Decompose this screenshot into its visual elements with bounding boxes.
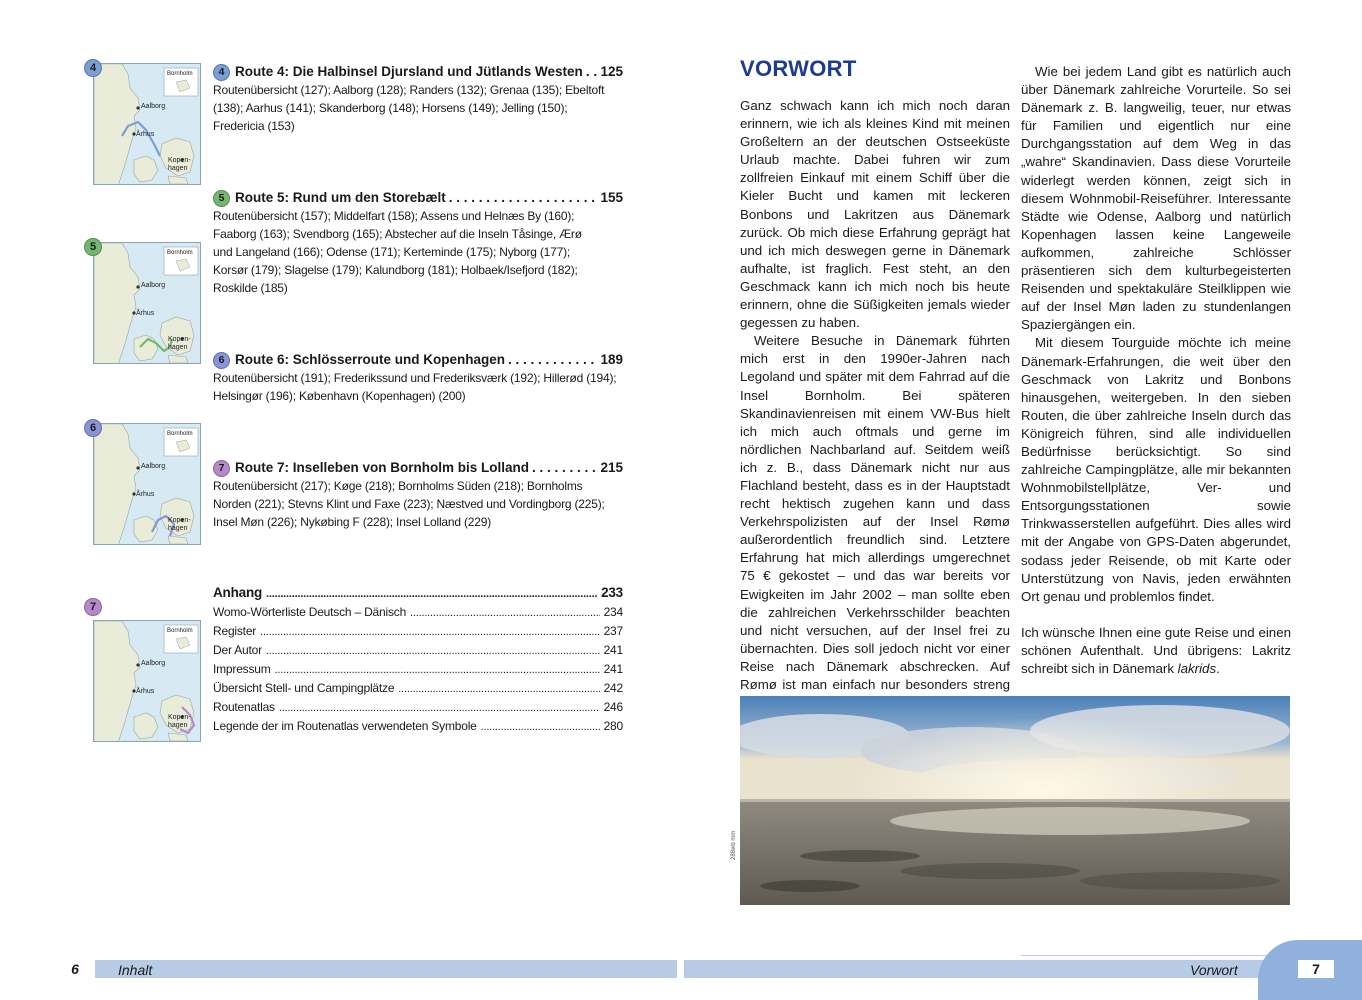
toc-subentry-line: Norden (221); Stevns Klint und Faxe (223); Næstved und Vordingborg (225);: [213, 497, 605, 511]
dot-leader: [532, 459, 597, 477]
dot-leader: [508, 351, 597, 369]
appendix-item-page: 242: [603, 681, 623, 695]
map-label-kopenhagen: Kopen-: [168, 714, 191, 721]
beach-photo: [740, 696, 1290, 905]
closing-paragraph: [1021, 624, 1291, 678]
toc-subentry-line: Faaborg (163); Svendborg (165); Abstecher auf die Inseln Tåsinge, Ærø: [213, 227, 582, 241]
toc-entry-route-4[interactable]: [213, 63, 623, 135]
dot-leader: [481, 718, 600, 736]
appendix-item[interactable]: [213, 660, 623, 679]
appendix-item-label: Impressum: [213, 662, 271, 676]
appendix-item-label: Übersicht Stell- und Campingplätze: [213, 681, 395, 695]
map-label-bornholm: Bornholm: [167, 250, 193, 256]
dot-leader: [260, 623, 599, 641]
toc-page: 189: [600, 352, 623, 367]
paragraph: Ganz schwach kann ich mich noch daran erinnern, wie ich als kleines Kind mit meinen Großeltern an der deutschen Ostseeküste Urlaub machte. Dabei fuhren wir zum zollfreien Einkauf mit einem Schiff über die Kieler Bucht und kamen mit leckeren Bonbons und Lakritzen aus Dänemark zurück. Ob mich diese Erfahrung geprägt hat und ich mich deswegen gerne in Dänemark aufhalte, ist fraglich. Fest steht, an den Geschmack kann ich mich noch bis heute erinnern, ohne die Süßigkeiten jemals wieder gegessen zu haben.: [740, 98, 1010, 331]
dot-leader: [266, 585, 597, 603]
closing-emphasis: lakrids: [1177, 661, 1217, 676]
map-label-kopenhagen: Kopen-: [168, 517, 191, 524]
toc-subentry-line: Routenübersicht (217); Køge (218); Bornholms Süden (218); Bornholms: [213, 479, 583, 493]
map-label-kopenhagen: hagen: [168, 344, 188, 351]
appendix-item-page: 234: [603, 605, 623, 619]
page-number-right: 7: [1298, 960, 1334, 978]
text-column-left: [740, 97, 1010, 712]
toc-title: Route 5: Rund um den Storebælt: [235, 190, 446, 205]
toc-subentry-line: und Langeland (166); Odense (171); Kerteminde (175); Nyborg (177);: [213, 245, 571, 259]
route-number-badge: 7: [213, 460, 230, 477]
appendix-page: 233: [601, 585, 623, 600]
appendix-item-page: 241: [603, 662, 623, 676]
appendix-item-page: 246: [603, 700, 623, 714]
toc-title: Route 6: Schlösserroute und Kopenhagen: [235, 352, 506, 367]
route-badge-6: 6: [84, 419, 102, 437]
appendix-item-page: 241: [603, 643, 623, 657]
toc-subentry-line: Helsingør (196); København (Kopenhagen) (200): [213, 389, 466, 403]
appendix-item[interactable]: [213, 603, 623, 622]
toc-title: Route 4: Die Halbinsel Djursland und Jütlands Westen: [235, 64, 583, 79]
dot-leader: [410, 604, 600, 622]
toc-subentries: [213, 81, 623, 135]
beach-photo-image: [740, 696, 1290, 905]
toc-subentry-line: Fredericia (153): [213, 119, 295, 133]
route-badge-4: 4: [84, 59, 102, 77]
map-label-arhus: Århus: [136, 491, 155, 498]
dot-leader: [398, 680, 599, 698]
appendix-item[interactable]: [213, 698, 623, 717]
dot-leader: [279, 699, 600, 717]
toc-subentries: [213, 207, 623, 297]
toc-heading: [213, 459, 623, 477]
toc-entry-route-7[interactable]: [213, 459, 623, 531]
toc-subentries: [213, 369, 623, 405]
toc-page: 215: [600, 460, 623, 475]
map-label-arhus: Århus: [136, 131, 155, 138]
running-header-left: Inhalt: [118, 962, 153, 978]
appendix-item[interactable]: [213, 717, 623, 736]
dot-leader: [586, 63, 598, 81]
denmark-map-thumbnail: [93, 620, 201, 742]
toc-subentry-line: Routenübersicht (157); Middelfart (158); Assens und Helnæs By (160);: [213, 209, 575, 223]
appendix-item-label: Womo-Wörterliste Deutsch – Dänisch: [213, 605, 407, 619]
denmark-map-thumbnail: [93, 423, 201, 545]
page-number-left: 6: [55, 960, 95, 978]
route-number-badge: 6: [213, 352, 230, 369]
map-label-kopenhagen: Kopen-: [168, 336, 191, 343]
map-label-aalborg: Aalborg: [141, 463, 166, 470]
toc-entry-route-6[interactable]: [213, 351, 623, 405]
denmark-map-icon: [94, 243, 201, 364]
map-label-aalborg: Aalborg: [141, 282, 166, 289]
toc-subentry-line: Roskilde (185): [213, 281, 288, 295]
toc-heading: [213, 63, 623, 81]
map-label-kopenhagen: Kopen-: [168, 157, 191, 164]
map-label-bornholm: Bornholm: [167, 71, 193, 77]
appendix-item-page: 280: [603, 719, 623, 733]
toc-subentry-line: (138); Aarhus (141); Skanderborg (148); Horsens (149); Jelling (150);: [213, 101, 568, 115]
appendix-item[interactable]: [213, 679, 623, 698]
appendix-item-label: Der Autor: [213, 643, 262, 657]
toc-subentry-line: Insel Møn (226); Nykøbing F (228); Insel Lolland (229): [213, 515, 491, 529]
appendix-item-label: Routenatlas: [213, 700, 275, 714]
toc-entry-route-5[interactable]: [213, 189, 623, 297]
route-badge-5: 5: [84, 238, 102, 256]
page-title: VORWORT: [740, 56, 857, 81]
denmark-map-thumbnail: [93, 242, 201, 364]
paragraph: Weitere Besuche in Dänemark führten mich erst in den 1990er-Jahren nach Legoland und später mit dem Fahrrad auf die Insel Bornholm. Bei späteren Skandinavienreisen mit einem VW-Bus hielt ich mich auch oftmals und gerne im nördlichen Nachbarland auf. Seitdem weiß ich z. B., dass Dänemark nicht nur aus Flachland besteht, dass es in der Hauptstadt recht hektisch zugehen kann und dass Verkehrspolizisten auf der Insel Rømø außerordentlich freundlich sind. Letztere Erfahrung hat mich allerdings umgerechnet 75 € gekostet – und das war bereits vor Ewigkeiten im Jahr 2002 – man sollte eben die zahlreichen Verkehrsschilder beachten und nicht versuchen, auf der Insel frei zu übernachten. Dies soll jedoch nicht vor einer Reise nach Dänemark abschrecken. Auf Rømø ist man einfach nur besonders streng: [740, 333, 1010, 692]
toc-appendix-heading[interactable]: [213, 584, 623, 603]
map-label-aalborg: Aalborg: [141, 103, 166, 110]
appendix-item[interactable]: [213, 622, 623, 641]
toc-appendix: [213, 584, 623, 736]
paragraph: Wie bei jedem Land gibt es natürlich auch über Dänemark zahlreiche Vorurteile. So sei Dänemark z. B. langweilig, teuer, nur etwas für Familien und eigentlich nur eine Durchgangsstation auf dem Weg in das „wahre“ Skandinavien. Dass diese Vorurteile widerlegt werden können, zeigt sich in diesem Wohnmobil-Reiseführer. Interessante Städte wie Odense, Aalborg und natürlich Kopenhagen lassen keine Langeweile aufkommen, zahlreiche Schlösser präsentieren sich dem kulturbegeisterten Reisenden und spektakuläre Steilklippen wie auf der Insel Møn laden zu stundenlangen Spaziergängen ein.: [1021, 64, 1291, 333]
denmark-map-icon: [94, 621, 201, 742]
route-number-badge: 4: [213, 64, 230, 81]
denmark-map-thumbnail: [93, 63, 201, 185]
map-label-aalborg: Aalborg: [141, 660, 166, 667]
appendix-item-label: Register: [213, 624, 257, 638]
toc-page: 155: [600, 190, 623, 205]
map-label-arhus: Århus: [136, 688, 155, 695]
toc-title: Route 7: Inselleben von Bornholm bis Lolland: [235, 460, 530, 475]
appendix-item[interactable]: [213, 641, 623, 660]
route-number-badge: 5: [213, 190, 230, 207]
toc-page: 125: [600, 64, 623, 79]
denmark-map-icon: [94, 424, 201, 545]
route-badge-7: 7: [84, 598, 102, 616]
photo-credit: 288wb mm: [731, 830, 737, 860]
toc-heading: [213, 351, 623, 369]
toc-heading: [213, 189, 623, 207]
appendix-title: Anhang: [213, 585, 263, 600]
denmark-map-icon: [94, 64, 201, 185]
text-column-right: [1021, 63, 1291, 714]
appendix-item-page: 237: [603, 624, 623, 638]
toc-subentry-line: Korsør (179); Slagelse (179); Kalundborg (181); Holbaek/Isefjord (182);: [213, 263, 578, 277]
dot-leader: [449, 189, 598, 207]
map-label-bornholm: Bornholm: [167, 628, 193, 634]
paragraph: Mit diesem Tourguide möchte ich meine Dänemark-Erfahrungen, die weit über den Geschmack von Lakritz und Bonbons hinausgehen, weitergeben. In den sieben Routen, die über zahlreiche Inseln durch das Königreich führen, sind alle individuellen Bedürfnisse berücksichtigt. So sind zahlreiche Campingplätze, alle mir bekannten Wohnmobilstellplätze, Ver- und Entsorgungsstationen sowie Trinkwasserstellen aufgeführt. Dies alles wird mit der Angabe von GPS-Daten abgerundet, sodass jeder Reisende, ob mit Karte oder Unterstützung von Navis, jeden erwähnten Ort genau und problemlos findet.: [1021, 335, 1291, 604]
closing-period: .: [1216, 661, 1220, 676]
footer-divider: [1021, 955, 1271, 956]
map-label-bornholm: Bornholm: [167, 431, 193, 437]
dot-leader: [275, 661, 600, 679]
toc-subentries: [213, 477, 623, 531]
dot-leader: [266, 642, 600, 660]
map-label-kopenhagen: hagen: [168, 165, 188, 172]
closing-text: Ich wünsche Ihnen eine gute Reise und einen schönen Aufenthalt. Und übrigens: Lakritz schreibt sich in Dänemark: [1021, 624, 1291, 676]
map-label-kopenhagen: hagen: [168, 525, 188, 532]
map-label-kopenhagen: hagen: [168, 722, 188, 729]
map-label-arhus: Århus: [136, 310, 155, 317]
appendix-item-label: Legende der im Routenatlas verwendeten Symbole: [213, 719, 477, 733]
running-header-right: Vorwort: [1190, 962, 1238, 978]
toc-subentry-line: Routenübersicht (191); Frederikssund und Frederiksværk (192); Hillerød (194);: [213, 371, 617, 385]
toc-subentry-line: Routenübersicht (127); Aalborg (128); Randers (132); Grenaa (135); Ebeltoft: [213, 83, 605, 97]
